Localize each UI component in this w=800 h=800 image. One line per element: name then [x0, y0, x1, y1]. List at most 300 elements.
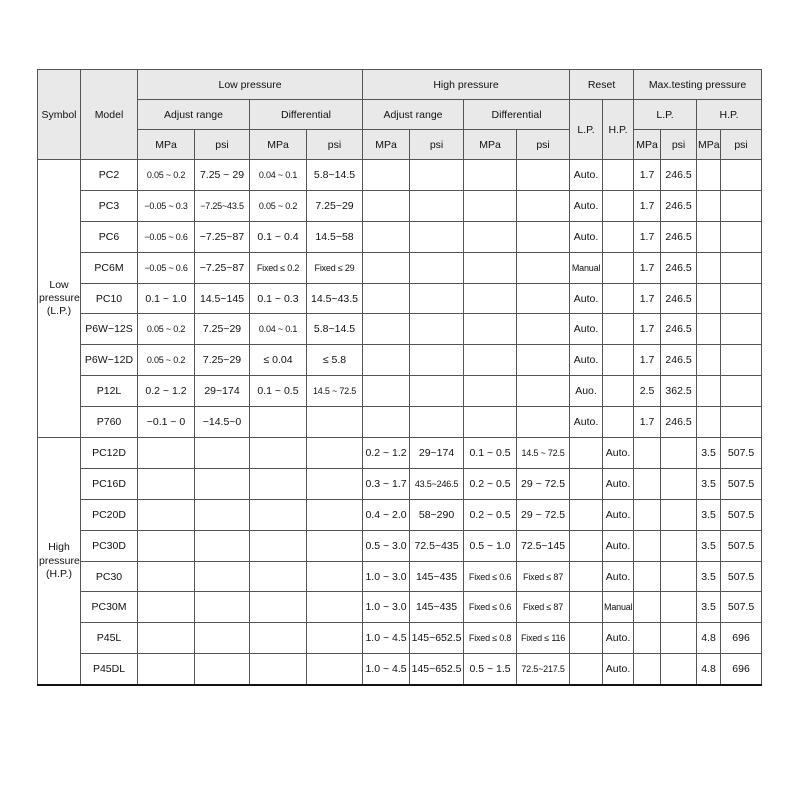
data-cell: 0.05 ~ 0.2: [138, 345, 195, 376]
table-row: [38, 592, 762, 623]
header-max-testing: Max.testing pressure: [634, 70, 762, 100]
data-cell: [721, 283, 762, 314]
model-cell: P45DL: [81, 654, 138, 685]
data-cell: 0.2 ~ 0.5: [464, 468, 517, 499]
data-cell: 696: [721, 654, 762, 685]
symbol-line: (L.P.): [46, 305, 72, 318]
data-cell: [661, 438, 697, 469]
data-cell: −0.05 ~ 0.6: [138, 221, 195, 252]
model-cell: PC20D: [81, 499, 138, 530]
data-cell: Auto.: [570, 407, 603, 438]
data-cell: [464, 407, 517, 438]
data-cell: 1.7: [634, 221, 661, 252]
data-cell: [697, 283, 721, 314]
data-cell: 0.1 ~ 0.3: [250, 283, 307, 314]
data-cell: 507.5: [721, 499, 762, 530]
data-cell: Manual: [603, 592, 634, 623]
data-cell: −0.1 ~ 0: [138, 407, 195, 438]
data-cell: [195, 623, 250, 654]
data-cell: [363, 407, 410, 438]
data-cell: [410, 190, 464, 221]
data-cell: Auo.: [570, 376, 603, 407]
data-cell: 0.05 ~ 0.2: [138, 314, 195, 345]
data-cell: [307, 654, 363, 685]
data-cell: ≤ 5.8: [307, 345, 363, 376]
table-body: [38, 160, 762, 686]
data-cell: [517, 190, 570, 221]
model-cell: P760: [81, 407, 138, 438]
header-reset-lp: L.P.: [570, 100, 603, 160]
table-row: [38, 468, 762, 499]
data-cell: 14.5~43.5: [307, 283, 363, 314]
data-cell: [410, 221, 464, 252]
table-row: [38, 407, 762, 438]
data-cell: [138, 561, 195, 592]
data-cell: [307, 592, 363, 623]
data-cell: [307, 468, 363, 499]
data-cell: [603, 407, 634, 438]
model-cell: PC6M: [81, 252, 138, 283]
data-cell: [697, 190, 721, 221]
unit-mpa: MPa: [697, 130, 721, 160]
data-cell: 246.5: [661, 252, 697, 283]
header-lp-differential: Differential: [250, 100, 363, 130]
data-cell: 0.1 ~ 0.5: [464, 438, 517, 469]
table-row: [38, 314, 762, 345]
data-cell: [721, 376, 762, 407]
data-cell: 3.5: [697, 499, 721, 530]
data-cell: 0.5 ~ 1.5: [464, 654, 517, 685]
data-cell: 29 ~ 72.5: [517, 468, 570, 499]
header-hp-adjust-range: Adjust range: [363, 100, 464, 130]
data-cell: [603, 376, 634, 407]
data-cell: 145~652.5: [410, 623, 464, 654]
data-cell: 7.25~29: [307, 190, 363, 221]
data-cell: 1.7: [634, 283, 661, 314]
data-cell: [634, 561, 661, 592]
data-cell: 4.8: [697, 623, 721, 654]
data-cell: 507.5: [721, 592, 762, 623]
table-row: [38, 561, 762, 592]
header-hp-differential: Differential: [464, 100, 570, 130]
table-row: [38, 190, 762, 221]
data-cell: −7.25~87: [195, 252, 250, 283]
data-cell: Auto.: [603, 561, 634, 592]
data-cell: 0.05 ~ 0.2: [250, 190, 307, 221]
data-cell: Fixed ≤ 0.8: [464, 623, 517, 654]
model-cell: P6W−12S: [81, 314, 138, 345]
data-cell: 507.5: [721, 438, 762, 469]
table-row: [38, 160, 762, 191]
data-cell: [250, 407, 307, 438]
data-cell: [517, 376, 570, 407]
data-cell: Auto.: [603, 623, 634, 654]
data-cell: Auto.: [570, 345, 603, 376]
data-cell: 7.25 ~ 29: [195, 160, 250, 191]
data-cell: [138, 438, 195, 469]
symbol-group-low: [38, 160, 81, 438]
data-cell: [661, 654, 697, 685]
data-cell: [517, 314, 570, 345]
data-cell: [721, 160, 762, 191]
table-row: [38, 376, 762, 407]
data-cell: [603, 190, 634, 221]
data-cell: [697, 345, 721, 376]
symbol-line: pressure: [39, 291, 80, 304]
data-cell: Auto.: [603, 468, 634, 499]
data-cell: [410, 314, 464, 345]
data-cell: Auto.: [603, 499, 634, 530]
data-cell: 507.5: [721, 561, 762, 592]
data-cell: [570, 499, 603, 530]
data-cell: 2.5: [634, 376, 661, 407]
data-cell: 0.1 ~ 0.4: [250, 221, 307, 252]
data-cell: 7.25~29: [195, 314, 250, 345]
data-cell: 145~652.5: [410, 654, 464, 685]
data-cell: 507.5: [721, 530, 762, 561]
unit-mpa: MPa: [363, 130, 410, 160]
data-cell: [307, 623, 363, 654]
data-cell: 5.8~14.5: [307, 314, 363, 345]
data-cell: [410, 160, 464, 191]
unit-psi: psi: [517, 130, 570, 160]
data-cell: Fixed ≤ 29: [307, 252, 363, 283]
data-cell: [410, 252, 464, 283]
data-cell: 1.0 ~ 3.0: [363, 592, 410, 623]
data-cell: [603, 283, 634, 314]
data-cell: 1.7: [634, 314, 661, 345]
header-max-lp: L.P.: [634, 100, 697, 130]
data-cell: Fixed ≤ 0.2: [250, 252, 307, 283]
data-cell: 1.7: [634, 345, 661, 376]
data-cell: [570, 530, 603, 561]
data-cell: [697, 407, 721, 438]
data-cell: [697, 252, 721, 283]
data-cell: Auto.: [603, 654, 634, 685]
data-cell: [570, 592, 603, 623]
data-cell: [363, 221, 410, 252]
model-cell: PC2: [81, 160, 138, 191]
data-cell: [138, 623, 195, 654]
data-cell: [307, 561, 363, 592]
data-cell: 14.5~145: [195, 283, 250, 314]
header-reset: Reset: [570, 70, 634, 100]
data-cell: 14.5 ~ 72.5: [307, 376, 363, 407]
data-cell: 145~435: [410, 561, 464, 592]
data-cell: [464, 221, 517, 252]
data-cell: [410, 407, 464, 438]
data-cell: Auto.: [570, 221, 603, 252]
data-cell: [661, 499, 697, 530]
symbol-line: Low: [49, 278, 69, 291]
data-cell: [250, 499, 307, 530]
table-row: [38, 438, 762, 469]
data-cell: [363, 190, 410, 221]
data-cell: 0.1 ~ 1.0: [138, 283, 195, 314]
model-cell: PC30D: [81, 530, 138, 561]
data-cell: [697, 221, 721, 252]
data-cell: [570, 623, 603, 654]
data-cell: [250, 438, 307, 469]
data-cell: [363, 345, 410, 376]
data-cell: 0.2 ~ 1.2: [138, 376, 195, 407]
data-cell: [250, 468, 307, 499]
data-cell: Fixed ≤ 116: [517, 623, 570, 654]
data-cell: 3.5: [697, 561, 721, 592]
data-cell: [517, 407, 570, 438]
data-cell: 5.8~14.5: [307, 160, 363, 191]
header-low-pressure: Low pressure: [138, 70, 363, 100]
header-reset-hp: H.P.: [603, 100, 634, 160]
data-cell: [721, 221, 762, 252]
data-cell: 0.1 ~ 0.5: [250, 376, 307, 407]
unit-mpa: MPa: [138, 130, 195, 160]
data-cell: [634, 592, 661, 623]
data-cell: [195, 530, 250, 561]
data-cell: [517, 221, 570, 252]
data-cell: Fixed ≤ 87: [517, 561, 570, 592]
model-cell: PC30M: [81, 592, 138, 623]
data-cell: 246.5: [661, 160, 697, 191]
data-cell: [661, 623, 697, 654]
data-cell: [195, 499, 250, 530]
model-cell: P6W−12D: [81, 345, 138, 376]
data-cell: 246.5: [661, 190, 697, 221]
data-cell: 14.5 ~ 72.5: [517, 438, 570, 469]
data-cell: [250, 623, 307, 654]
data-cell: [517, 345, 570, 376]
model-cell: PC16D: [81, 468, 138, 499]
data-cell: 0.2 ~ 1.2: [363, 438, 410, 469]
data-cell: Fixed ≤ 0.6: [464, 561, 517, 592]
data-cell: [464, 160, 517, 191]
table-row: [38, 221, 762, 252]
table-row: [38, 530, 762, 561]
data-cell: [634, 499, 661, 530]
table-row: [38, 499, 762, 530]
data-cell: [603, 345, 634, 376]
table-row: [38, 345, 762, 376]
model-cell: P45L: [81, 623, 138, 654]
data-cell: [603, 160, 634, 191]
data-cell: 3.5: [697, 438, 721, 469]
data-cell: 362.5: [661, 376, 697, 407]
symbol-line: High: [48, 541, 70, 554]
data-cell: 1.7: [634, 190, 661, 221]
data-cell: [464, 345, 517, 376]
model-cell: PC10: [81, 283, 138, 314]
data-cell: [603, 221, 634, 252]
data-cell: [464, 376, 517, 407]
data-cell: 0.04 ~ 0.1: [250, 314, 307, 345]
data-cell: [250, 561, 307, 592]
data-cell: Auto.: [570, 283, 603, 314]
data-cell: [138, 654, 195, 685]
data-cell: [195, 592, 250, 623]
data-cell: 3.5: [697, 468, 721, 499]
data-cell: 0.04 ~ 0.1: [250, 160, 307, 191]
data-cell: 246.5: [661, 345, 697, 376]
data-cell: [603, 314, 634, 345]
data-cell: 1.7: [634, 407, 661, 438]
data-cell: 246.5: [661, 314, 697, 345]
data-cell: 145~435: [410, 592, 464, 623]
data-cell: [195, 468, 250, 499]
data-cell: −0.05 ~ 0.3: [138, 190, 195, 221]
data-cell: [410, 376, 464, 407]
header-high-pressure: High pressure: [363, 70, 570, 100]
data-cell: [517, 283, 570, 314]
data-cell: Manual: [570, 252, 603, 283]
header-model: Model: [81, 70, 138, 160]
data-cell: 246.5: [661, 221, 697, 252]
data-cell: [517, 160, 570, 191]
data-cell: [603, 252, 634, 283]
data-cell: 1.7: [634, 160, 661, 191]
unit-psi: psi: [195, 130, 250, 160]
data-cell: [410, 345, 464, 376]
data-cell: [195, 438, 250, 469]
model-cell: P12L: [81, 376, 138, 407]
model-cell: PC3: [81, 190, 138, 221]
data-cell: 72.5~435: [410, 530, 464, 561]
data-cell: 58~290: [410, 499, 464, 530]
data-cell: 1.7: [634, 252, 661, 283]
data-cell: [464, 283, 517, 314]
symbol-line: pressure: [39, 554, 80, 567]
data-cell: −14.5~0: [195, 407, 250, 438]
data-cell: [307, 530, 363, 561]
data-cell: 29~174: [410, 438, 464, 469]
data-cell: [634, 623, 661, 654]
data-cell: [363, 160, 410, 191]
spec-table: [37, 69, 762, 686]
data-cell: [138, 592, 195, 623]
data-cell: [697, 314, 721, 345]
data-cell: Auto.: [570, 160, 603, 191]
data-cell: 14.5~58: [307, 221, 363, 252]
model-cell: PC6: [81, 221, 138, 252]
data-cell: −7.25~43.5: [195, 190, 250, 221]
data-cell: −7.25~87: [195, 221, 250, 252]
unit-mpa: MPa: [250, 130, 307, 160]
data-cell: [697, 376, 721, 407]
data-cell: [138, 468, 195, 499]
data-cell: [195, 561, 250, 592]
data-cell: 7.25~29: [195, 345, 250, 376]
data-cell: [250, 654, 307, 685]
model-cell: PC30: [81, 561, 138, 592]
data-cell: [634, 438, 661, 469]
data-cell: [363, 283, 410, 314]
data-cell: [721, 314, 762, 345]
data-cell: [250, 592, 307, 623]
data-cell: [464, 252, 517, 283]
data-cell: [661, 468, 697, 499]
data-cell: [307, 499, 363, 530]
data-cell: Auto.: [603, 530, 634, 561]
data-cell: ≤ 0.04: [250, 345, 307, 376]
data-cell: [721, 407, 762, 438]
data-cell: 0.5 ~ 1.0: [464, 530, 517, 561]
data-cell: [570, 438, 603, 469]
data-cell: [195, 654, 250, 685]
data-cell: [464, 314, 517, 345]
data-cell: 43.5~246.5: [410, 468, 464, 499]
data-cell: [570, 468, 603, 499]
unit-mpa: MPa: [464, 130, 517, 160]
data-cell: [634, 530, 661, 561]
data-cell: [307, 407, 363, 438]
table-row: [38, 252, 762, 283]
data-cell: 3.5: [697, 530, 721, 561]
data-cell: 29~174: [195, 376, 250, 407]
data-cell: Auto.: [570, 190, 603, 221]
data-cell: [721, 190, 762, 221]
data-cell: [697, 160, 721, 191]
data-cell: 507.5: [721, 468, 762, 499]
data-cell: [363, 314, 410, 345]
header-symbol: Symbol: [38, 70, 81, 160]
data-cell: [517, 252, 570, 283]
table-row: [38, 623, 762, 654]
data-cell: Auto.: [570, 314, 603, 345]
data-cell: 3.5: [697, 592, 721, 623]
unit-psi: psi: [410, 130, 464, 160]
data-cell: [634, 654, 661, 685]
data-cell: [363, 376, 410, 407]
data-cell: 0.05 ~ 0.2: [138, 160, 195, 191]
data-cell: [464, 190, 517, 221]
data-cell: 1.0 ~ 4.5: [363, 654, 410, 685]
data-cell: 72.5~217.5: [517, 654, 570, 685]
symbol-line: (H.P.): [45, 567, 73, 580]
data-cell: 1.0 ~ 4.5: [363, 623, 410, 654]
data-cell: 29 ~ 72.5: [517, 499, 570, 530]
data-cell: 1.0 ~ 3.0: [363, 561, 410, 592]
data-cell: 0.4 ~ 2.0: [363, 499, 410, 530]
data-cell: Fixed ≤ 0.6: [464, 592, 517, 623]
header-max-hp: H.P.: [697, 100, 762, 130]
data-cell: [634, 468, 661, 499]
data-cell: [721, 252, 762, 283]
data-cell: 246.5: [661, 283, 697, 314]
data-cell: −0.05 ~ 0.6: [138, 252, 195, 283]
unit-psi: psi: [721, 130, 762, 160]
data-cell: [410, 283, 464, 314]
data-cell: [661, 530, 697, 561]
data-cell: 0.3 ~ 1.7: [363, 468, 410, 499]
data-cell: [363, 252, 410, 283]
data-cell: [307, 438, 363, 469]
data-cell: Auto.: [603, 438, 634, 469]
data-cell: 4.8: [697, 654, 721, 685]
data-cell: [661, 561, 697, 592]
table-row: [38, 283, 762, 314]
data-cell: [570, 654, 603, 685]
data-cell: 696: [721, 623, 762, 654]
unit-mpa: MPa: [634, 130, 661, 160]
data-cell: [138, 530, 195, 561]
unit-psi: psi: [307, 130, 363, 160]
table-row: [38, 654, 762, 685]
data-cell: [661, 592, 697, 623]
unit-psi: psi: [661, 130, 697, 160]
model-cell: PC12D: [81, 438, 138, 469]
data-cell: 0.2 ~ 0.5: [464, 499, 517, 530]
data-cell: [138, 499, 195, 530]
header-lp-adjust-range: Adjust range: [138, 100, 250, 130]
